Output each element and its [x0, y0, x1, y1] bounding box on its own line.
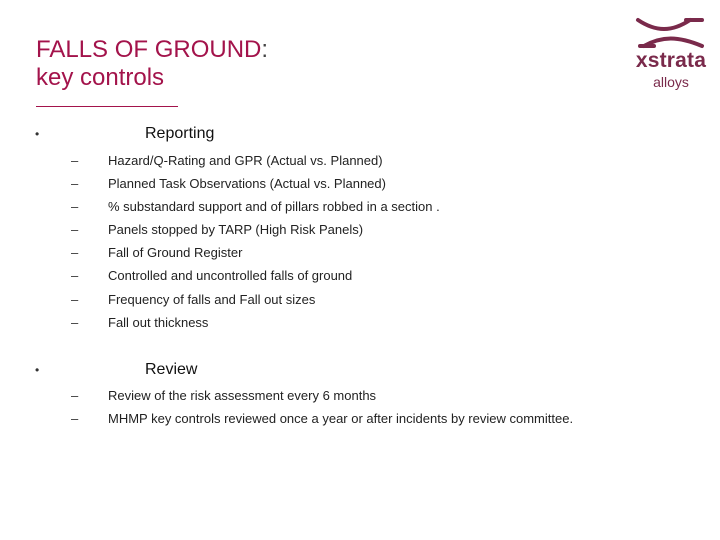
- dash: –: [71, 388, 79, 403]
- list-item: [0, 268, 720, 288]
- list-item-text: Planned Task Observations (Actual vs. Planned): [108, 176, 386, 191]
- list-item-text: Hazard/Q-Rating and GPR (Actual vs. Planned): [108, 153, 383, 168]
- list-item-text: Fall out thickness: [108, 315, 209, 330]
- logo-wordmark: xstrata: [635, 49, 707, 72]
- title-main: FALLS OF GROUND: [36, 36, 262, 63]
- list-item: [0, 199, 720, 219]
- logo-subtitle: alloys: [653, 74, 689, 90]
- dash: –: [71, 199, 79, 214]
- list-item: [0, 388, 720, 408]
- section-title-review: Review: [145, 361, 198, 378]
- dash: –: [71, 411, 79, 426]
- title-divider: [36, 106, 178, 107]
- list-item: [0, 176, 720, 196]
- list-item: [0, 153, 720, 173]
- list-item: [0, 292, 720, 312]
- list-item: [0, 222, 720, 242]
- title-subtitle: key controls: [36, 64, 165, 91]
- list-item-text: Frequency of falls and Fall out sizes: [108, 292, 316, 307]
- dash: –: [71, 222, 79, 237]
- list-item-text: % substandard support and of pillars robbed in a section .: [108, 199, 440, 214]
- list-item: [0, 245, 720, 265]
- dash: –: [71, 245, 79, 260]
- slide-title: [36, 36, 268, 92]
- section-title-reporting: Reporting: [145, 125, 215, 142]
- title-line-main: [36, 36, 268, 64]
- xstrata-logo: [632, 16, 710, 96]
- list-item-text: MHMP key controls reviewed once a year or after incidents by review committee.: [108, 411, 574, 426]
- list-item: [0, 315, 720, 335]
- dash: –: [71, 292, 79, 307]
- list-item-text: Panels stopped by TARP (High Risk Panels): [108, 222, 364, 237]
- dash: –: [71, 153, 79, 168]
- list-item-text: Review of the risk assessment every 6 months: [108, 388, 377, 403]
- list-item-text: Controlled and uncontrolled falls of ground: [108, 268, 353, 283]
- list-item: [0, 411, 720, 431]
- bullet-reporting: •: [35, 127, 40, 141]
- dash: –: [71, 315, 79, 330]
- title-colon: :: [261, 36, 269, 63]
- bullet-review: •: [35, 363, 40, 377]
- dash: –: [71, 268, 79, 283]
- dash: –: [71, 176, 79, 191]
- list-item-text: Fall of Ground Register: [108, 245, 243, 260]
- xstrata-x-icon: [632, 16, 710, 52]
